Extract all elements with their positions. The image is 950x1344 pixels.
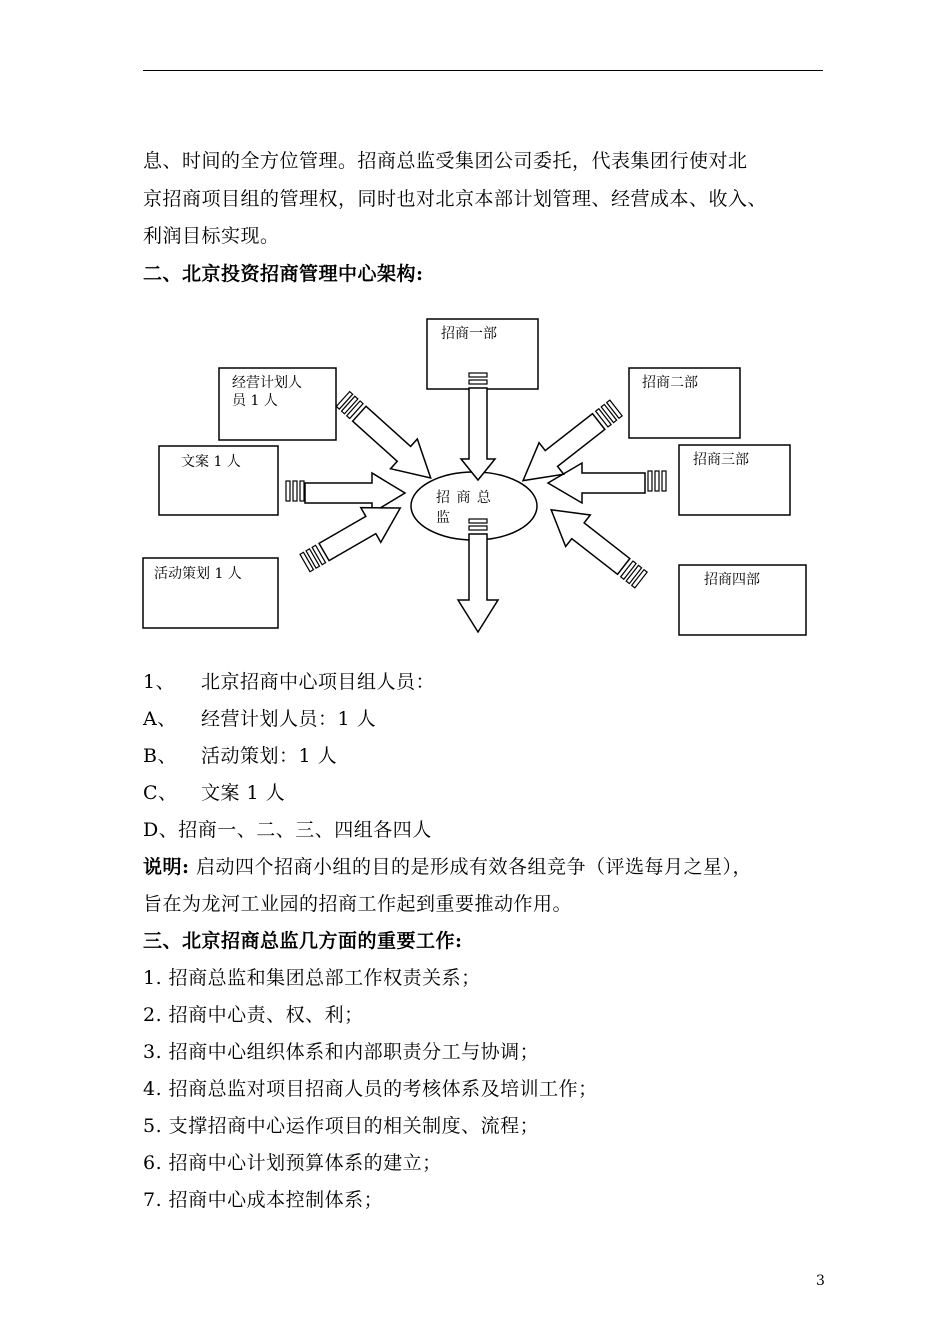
center-label: 招 商 总 监 <box>436 490 492 526</box>
arrow-dept4 <box>539 494 653 596</box>
staff-item-text: 经营计划人员：1 人 <box>201 708 377 730</box>
label-planner-line1: 经营计划人 <box>232 375 302 391</box>
arrow-copywriter <box>286 473 405 513</box>
staff-item <box>143 667 435 694</box>
staff-item-text: 活动策划：1 人 <box>201 745 338 767</box>
center-label-wrap <box>436 488 512 532</box>
staff-item <box>143 741 337 768</box>
page-number: 3 <box>816 1273 825 1289</box>
label-dept3: 招商三部 <box>693 452 749 468</box>
paragraph-line: 息、时间的全方位管理。招商总监受集团公司委托，代表集团行使对北 <box>143 150 748 172</box>
label-planner-line2: 员 1 人 <box>232 393 278 409</box>
section-heading: 二、北京投资招商管理中心架构: <box>143 263 424 285</box>
staff-item <box>143 778 285 805</box>
task-item: 6. 招商中心计划预算体系的建立； <box>143 1152 442 1174</box>
note-text: 启动四个招商小组的目的是形成有效各组竞争（评选每月之星）， <box>189 856 753 878</box>
staff-item: D、招商一、二、三、四组各四人 <box>143 819 432 841</box>
paragraph-line: 利润目标实现。 <box>143 225 280 247</box>
org-chart-diagram <box>0 0 950 660</box>
note-line <box>143 852 752 879</box>
note-label: 说明: <box>143 856 190 878</box>
label-dept4: 招商四部 <box>704 572 760 588</box>
arrow-events <box>295 491 410 581</box>
section-heading: 三、北京招商总监几方面的重要工作: <box>143 930 463 952</box>
task-item: 3. 招商中心组织体系和内部职责分工与协调； <box>143 1041 540 1063</box>
arrow-dept3 <box>548 463 666 503</box>
task-item: 5. 支撑招商中心运作项目的相关制度、流程； <box>143 1115 540 1137</box>
arrow-planner <box>330 384 444 493</box>
label-dept1: 招商一部 <box>441 326 497 342</box>
note-line: 旨在为龙河工业园的招商工作起到重要推动作用。 <box>143 893 573 915</box>
staff-item-number: A、 <box>143 708 177 730</box>
staff-item-number: B、 <box>143 745 177 767</box>
staff-item-number: 1、 <box>143 671 176 693</box>
paragraph-line: 京招商项目组的管理权，同时也对北京本部计划管理、经营成本、收入、 <box>143 188 768 210</box>
label-dept2: 招商二部 <box>642 375 698 391</box>
label-events: 活动策划 1 人 <box>154 566 242 582</box>
task-item: 7. 招商中心成本控制体系； <box>143 1189 384 1211</box>
task-item: 4. 招商总监对项目招商人员的考核体系及培训工作； <box>143 1078 598 1100</box>
staff-item <box>143 704 376 731</box>
staff-item-number: C、 <box>143 782 178 804</box>
task-item: 2. 招商中心责、权、利； <box>143 1004 364 1026</box>
staff-item-text: 文案 1 人 <box>201 782 286 804</box>
label-copywriter: 文案 1 人 <box>181 454 241 470</box>
staff-item-text: 北京招商中心项目组人员： <box>201 671 436 693</box>
task-item: 1. 招商总监和集团总部工作权责关系； <box>143 967 481 989</box>
